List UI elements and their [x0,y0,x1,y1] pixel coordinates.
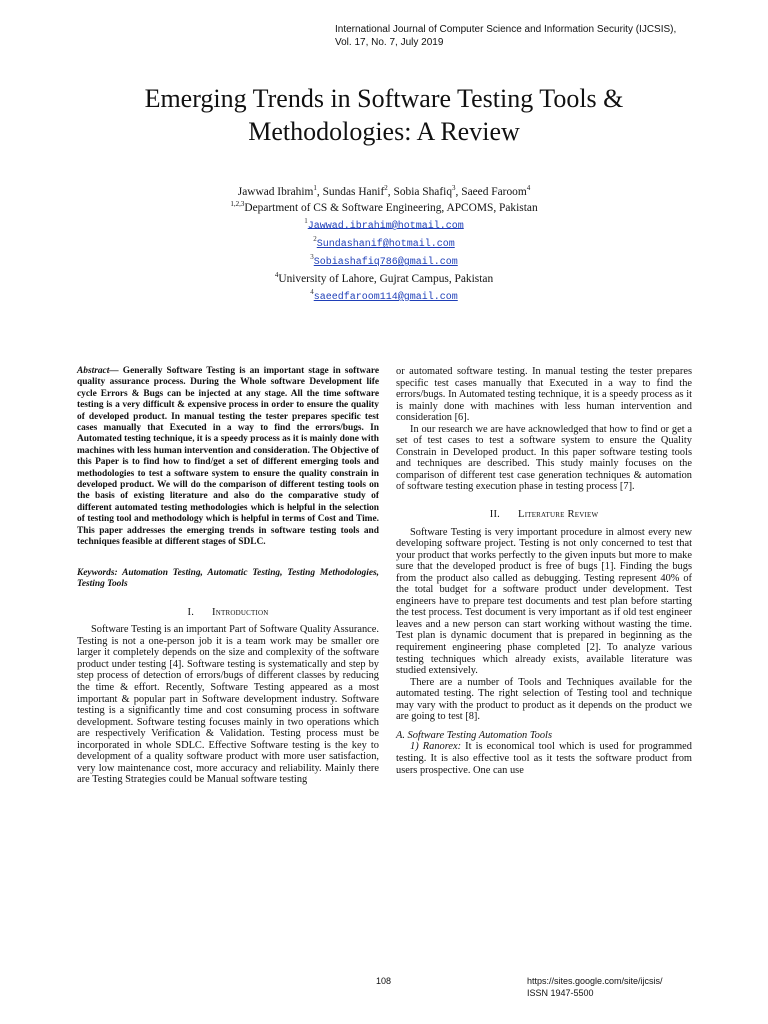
author-sup: 2 [384,184,388,192]
author-name: Jawwad Ibrahim [237,185,314,198]
footer-url[interactable]: https://sites.google.com/site/ijcsis/ [527,976,663,986]
email-line [60,233,708,251]
affiliation-sup: 4 [274,271,279,280]
abstract [77,366,379,549]
subsection-heading: A. Software Testing Automation Tools [396,729,552,741]
affiliation-2 [60,269,708,285]
footer-info [527,975,663,999]
right-column [396,366,692,776]
journal-header [335,23,676,49]
paragraph: Software Testing is very important procedure in almost every new developing software project. Testing is not only concerned to test that your product that works perfectly to the given inputs but more to make sure that the developed product is free of bugs [1]. Finding the bugs from the product also called as debugging. Testing represent 40% of the total budget for a software product under development. Test engineers have to prepare test documents and test plan before starting the test process. Test document is very important as if old test engineer leaves and a new person can start working without wasting the time. Test plan is dynamic document that is prepared in beginning as the requirement engineering phase completed [2]. To analyze various testing techniques which already exists, available literature was studied extensively. [396,526,692,677]
email-sup: 2 [313,234,317,243]
abstract-label: Abstract— [77,366,119,376]
section-heading [77,607,379,619]
paragraph: In our research we are have acknowledged that how to find or get a set of test cases to test a software system to ensure the Quality Constrain in Developed product. In this paper software testing tools and techniques are described. This study mainly focuses on the comparison of different test case generation techniques & automation of software testing execution phase in testing process [7]. [396,423,692,493]
subsubsection-text: It is economical tool which is used for programmed testing. It is also effective tool as it tests the software product from users prospective. One can use [396,741,692,776]
email-line [60,286,708,304]
email-sup: 4 [310,287,314,296]
page-number: 108 [376,976,392,986]
email-link[interactable]: Jawwad.ibrahim@hotmail.com [307,220,464,232]
keywords: Keywords: Automation Testing, Automatic Testing, Testing Methodologies, Testing Tools [77,567,379,590]
affiliation-text: Department of CS & Software Engineering, APCOMS, Pakistan [244,202,538,215]
subsubsection-label: 1) Ranorex: [410,741,462,753]
author-name: Sobia Shafiq [393,185,453,198]
email-sup: 1 [304,216,308,225]
paragraph: or automated software testing. In manual testing the tester prepares specific test cases manually that Executed in a way to find the errors/bugs. In Automated testing technique, it is a speedy process as it is mainly done with machines with less human intervention and consideration [6]. [396,366,692,424]
affiliation-text: University of Lahore, Gujrat Campus, Pakistan [278,273,494,286]
email-sup: 3 [310,253,314,262]
author-block [60,182,708,304]
author-sup: 4 [526,184,531,192]
affiliation-1 [60,198,708,214]
author-names: Jawwad Ibrahim$^1$, Sundas Hanif$^2$, Sobia Shafiq$^3$, Saeed Faroom$^4$ [237,184,531,198]
paper-title [60,82,708,148]
email-link[interactable]: Sobiashafiq786@gmail.com [313,256,458,268]
footer-issn: ISSN 1947-5500 [527,988,594,998]
email-line [60,215,708,233]
journal-name: International Journal of Computer Science and Information Security (IJCSIS), [335,24,677,35]
section-title: Literature Review [518,509,599,521]
title-line-2: Methodologies: A Review [248,117,520,146]
section-number: I. [187,606,195,618]
left-column [77,366,379,786]
subsubsection-paragraph [396,741,692,776]
journal-issue: Vol. 17, No. 7, July 2019 [335,37,444,48]
section-title: Introduction [212,606,269,618]
section-number: II. [489,509,501,521]
paragraph: Software Testing is an important Part of Software Quality Assurance. Testing is not a one-person job it is a team work may be smaller ore larger it completely depends on the size and complexity of the software product under testing [4]. Software testing is systematically and step by step process of detection of errors/bugs of different classes by reducing the time & effort. Recently, Software Testing appeared as a most important & popular part in Software development industry. Software testing is a significantly time and cost consuming process in software development. Software testing focuses mainly in two operations which are respectively Verification & Validation. Testing process must be incorporated in whole SDLC. Effective Software testing is the key to development of a quality software product with more user satisfaction, very low maintenance cost, more accuracy and reliability. Mainly there are Testing Strategies could be Manual software testing [77,624,379,786]
affiliation-sup: 1,2,3 [230,200,245,209]
author-sup: 3 [452,184,456,192]
section-heading [396,509,692,521]
author-name: Sundas Hanif [322,185,385,198]
author-sup: 1 [313,184,317,192]
email-link[interactable]: Sundashanif@hotmail.com [316,238,455,250]
author-name: Saeed Faroom [461,185,527,198]
abstract-text: Generally Software Testing is an important stage in software quality assurance process. During the Whole software Development life cycle Errors & Bugs can be injected at any stage. All the time software testing is a very difficult & expensive process in order to ensure the quality of developed product. In manual testing the tester prepares specific test cases manually that Executed in a way to find the errors/bugs. In Automated testing technique, it is a speedy process as it is mainly done with machines with less human intervention and consideration. The Objective of this Paper is to find how to find/get a set of different emerging tools and methodologies to test a software system to ensure the quality constrain in developed product. We will do the comparison of different testing tools on the basis of existing literature and also do the comparative study of different automated testing methodologies which is helpful in the selection of testing tool and methodology which is helpful in terms of Cost and Time. This paper addresses the emerging trends in software testing tools and techniques feasible at different stages of SDLC. [77,366,379,548]
email-line [60,251,708,269]
email-link[interactable]: saeedfaroom114@gmail.com [313,291,458,303]
title-line-1: Emerging Trends in Software Testing Tools & [144,84,624,113]
paragraph: There are a number of Tools and Techniques available for the automated testing. The right selection of Testing tool and technique may vary with the product to product as it depends on the product we are going to test [8]. [396,676,692,723]
